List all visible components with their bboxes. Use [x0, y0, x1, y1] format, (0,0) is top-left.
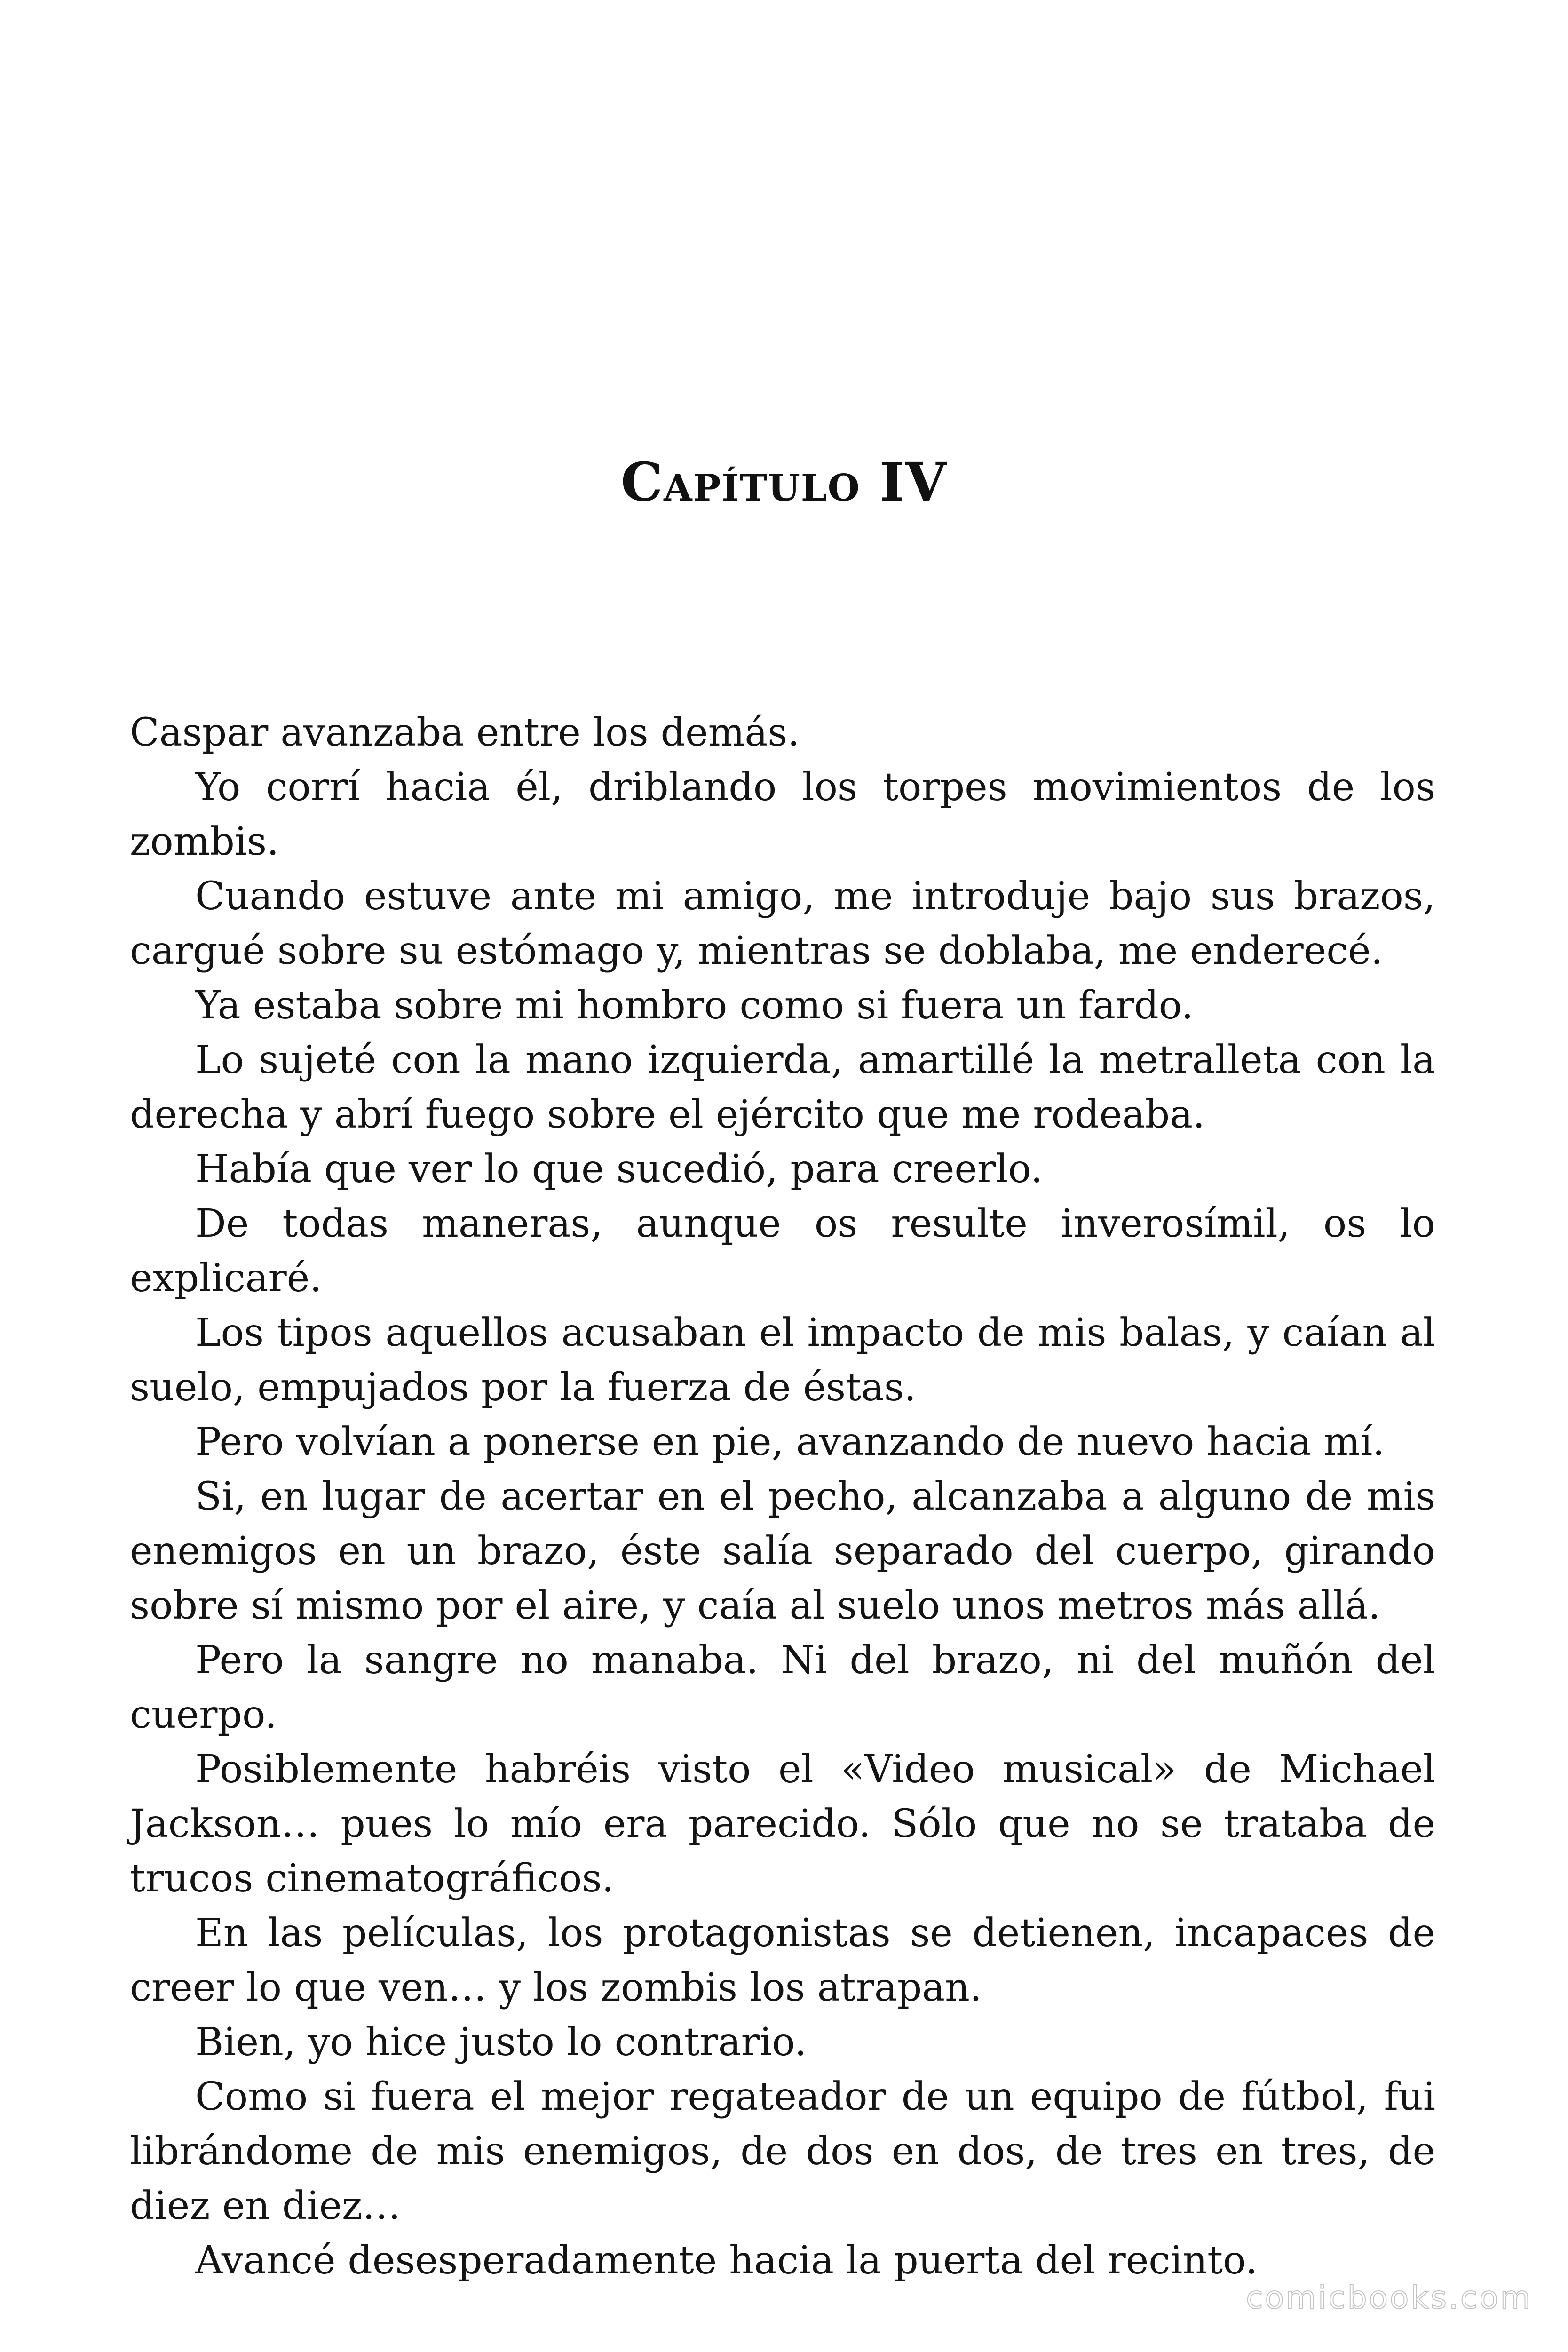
paragraph: Bien, yo hice justo lo contrario.	[195, 2020, 807, 2065]
paragraph: Los tipos aquellos acusaban el impacto de mis balas, y caían al suelo, empujados por la fuerza de éstas.	[130, 1311, 1435, 1410]
paragraph: Si, en lugar de acertar en el pecho, alcanzaba a alguno de mis enemigos en un brazo, éste salía separado del cuerpo, girando sobre sí mismo por el aire, y caía al suelo unos metros más allá.	[130, 1474, 1435, 1628]
paragraph: Ya estaba sobre mi hombro como si fuera un fardo.	[195, 983, 1194, 1028]
paragraph: Cuando estuve ante mi amigo, me introduje bajo sus brazos, cargué sobre su estómago y, mientras se doblaba, me enderecé.	[130, 874, 1435, 973]
paragraph: De todas maneras, aunque os resulte inverosímil, os lo explicaré.	[130, 1201, 1435, 1301]
paragraph: Había que ver lo que sucedió, para creerlo.	[195, 1147, 1043, 1192]
paragraph: Pero volvían a ponerse en pie, avanzando de nuevo hacia mí.	[195, 1420, 1385, 1464]
paragraph: Como si fuera el mejor regateador de un equipo de fútbol, fui librándome de mis enemigos, de dos en dos, de tres en tres, de diez en diez…	[130, 2074, 1435, 2228]
paragraph: Yo corrí hacia él, driblando los torpes movimientos de los zombis.	[130, 765, 1435, 864]
paragraph: En las películas, los protagonistas se detienen, incapaces de creer lo que ven… y los zombis los atrapan.	[130, 1911, 1435, 2010]
chapter-body	[130, 706, 1435, 2288]
paragraph: Lo sujeté con la mano izquierda, amartillé la metralleta con la derecha y abrí fuego sobre el ejército que me rodeaba.	[130, 1038, 1435, 1137]
watermark: comicbooks.com	[1246, 2280, 1532, 2316]
paragraph: Pero la sangre no manaba. Ni del brazo, ni del muñón del cuerpo.	[130, 1638, 1435, 1737]
paragraph: Avancé desesperadamente hacia la puerta del recinto.	[195, 2238, 1258, 2283]
paragraph: Posiblemente habréis visto el «Video musical» de Michael Jackson… pues lo mío era parecido. Sólo que no se trataba de trucos cinematográficos.	[130, 1747, 1435, 1901]
chapter-title: Capítulo IV	[621, 452, 947, 513]
paragraph: Caspar avanzaba entre los demás.	[130, 710, 800, 755]
